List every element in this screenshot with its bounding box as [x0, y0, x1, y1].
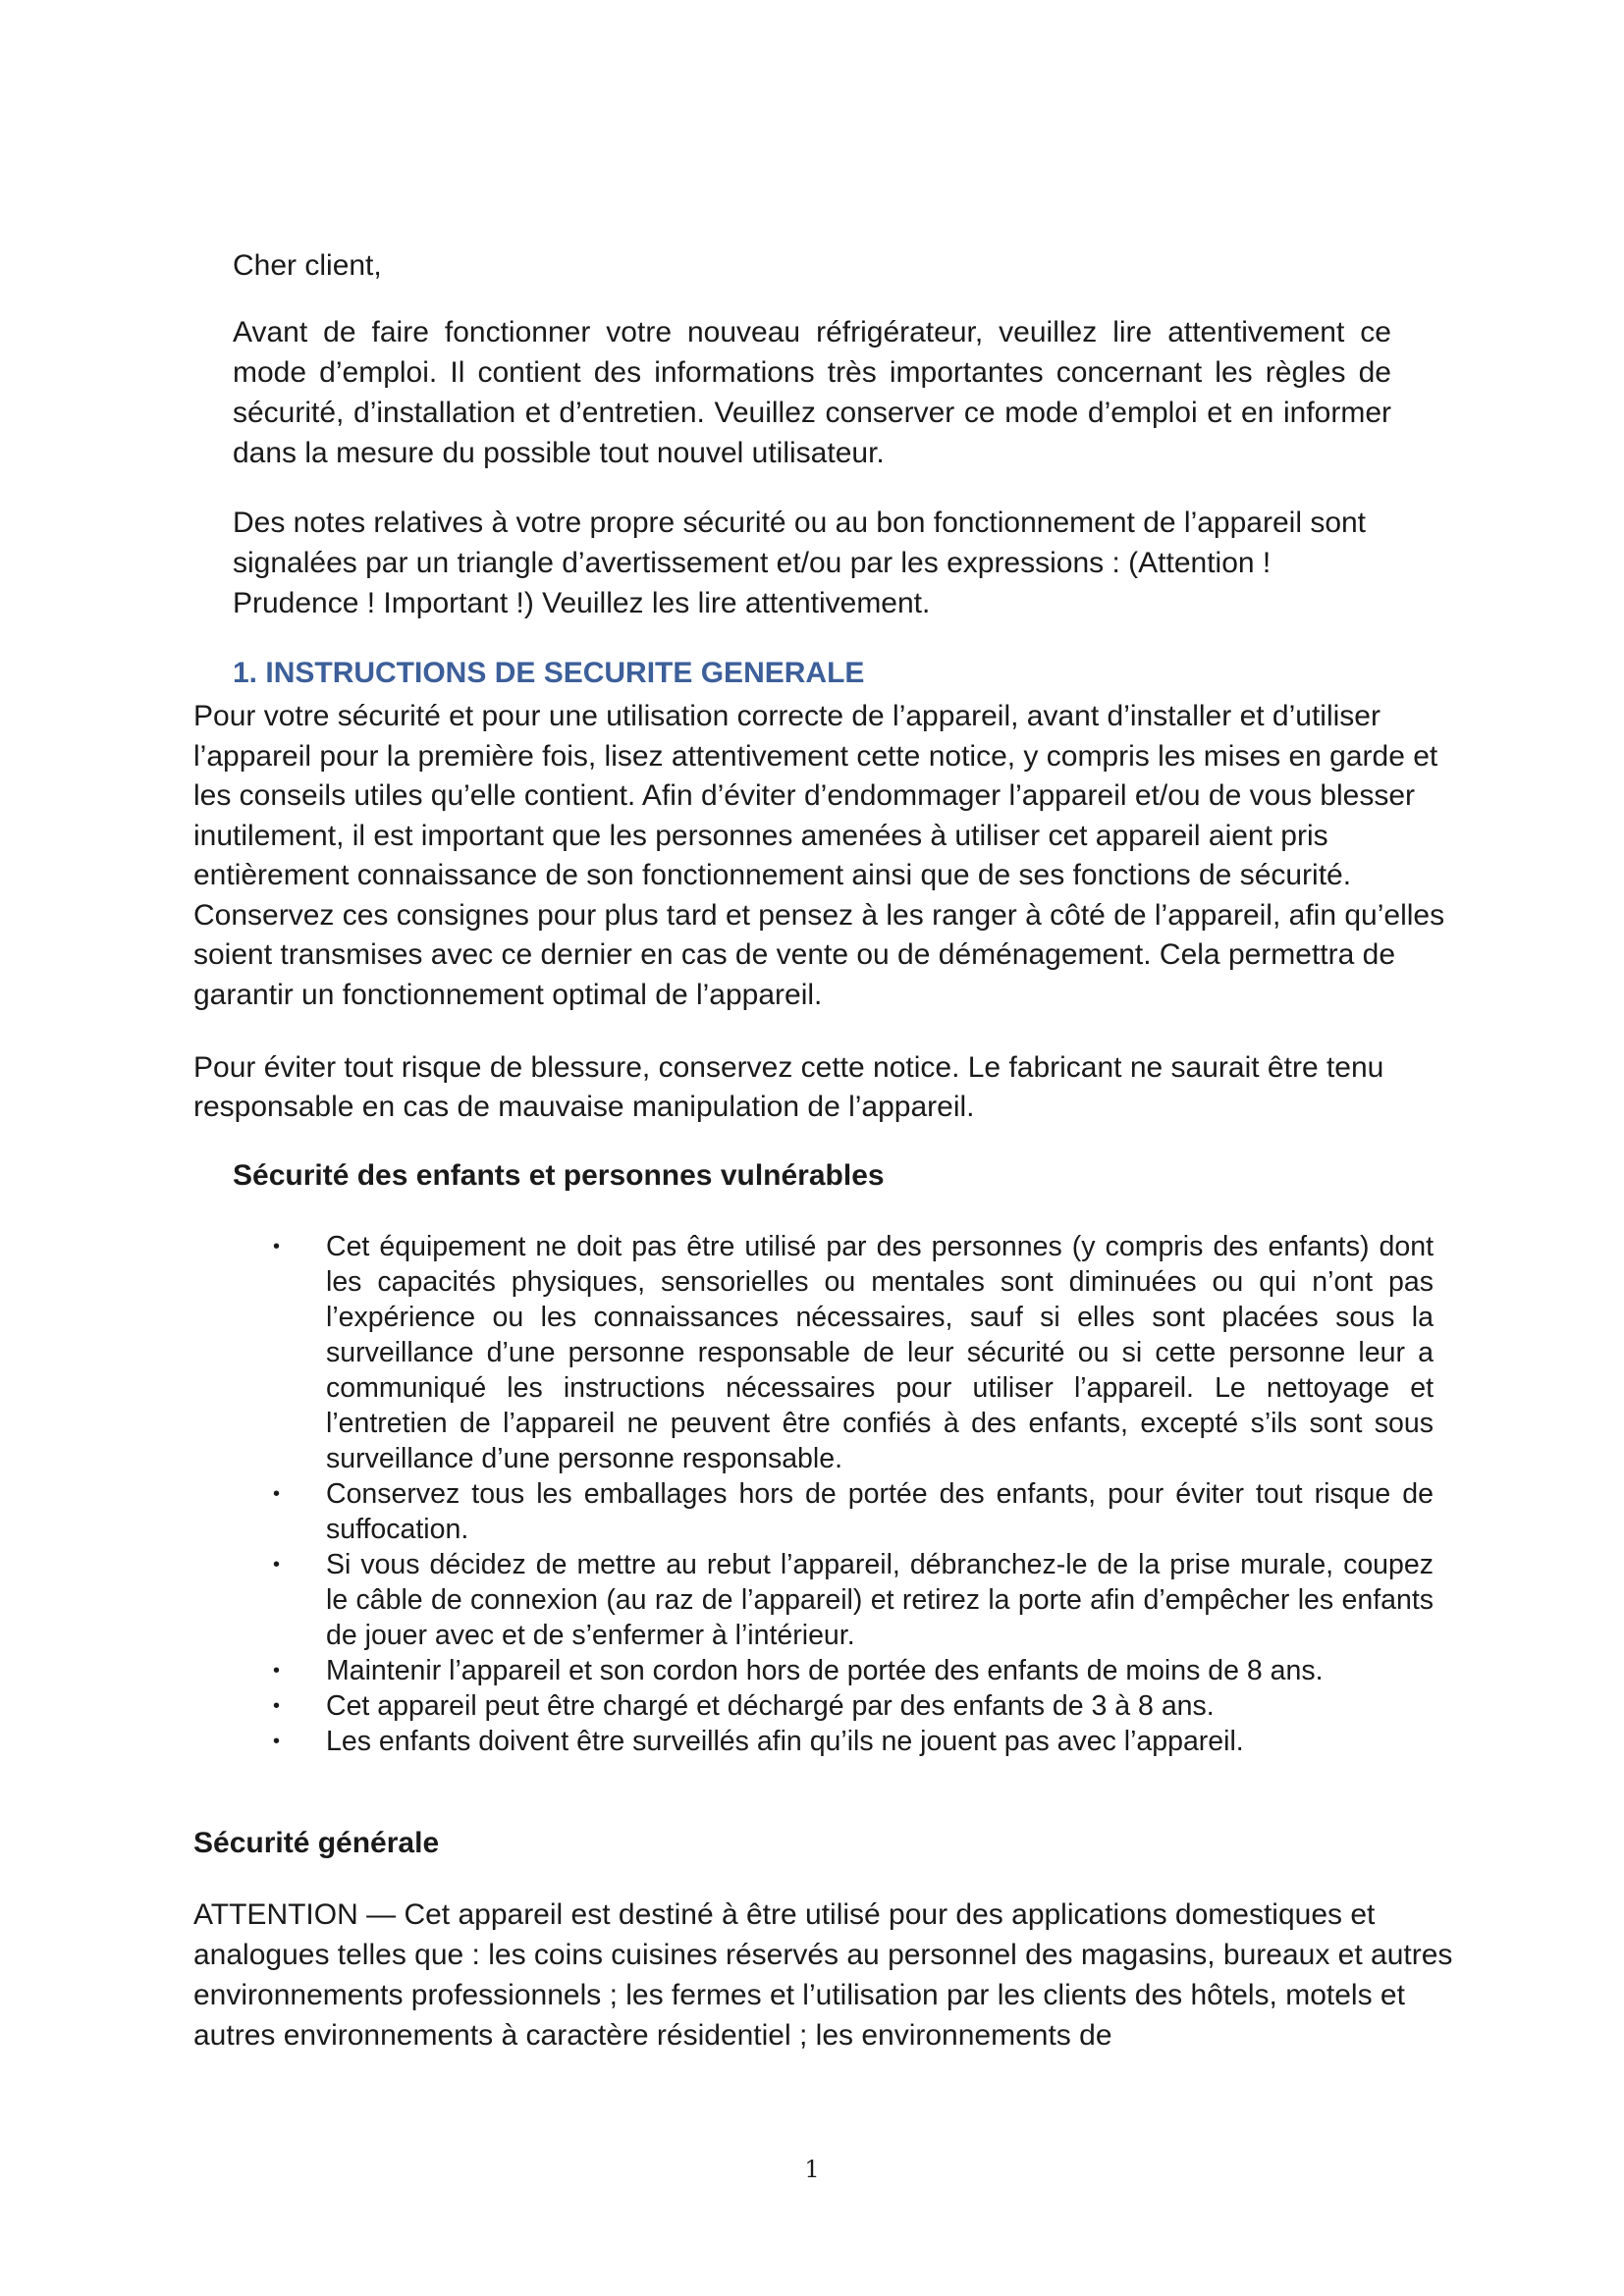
bullet-icon: •	[273, 1660, 281, 1682]
bullet-icon: •	[273, 1554, 281, 1575]
list-item	[270, 1476, 1434, 1547]
list-item	[270, 1547, 1434, 1653]
list-item-text: Cet équipement ne doit pas être utilisé par des personnes (y compris des enfants) dont les capacités physiques, sensorielles ou mentales sont diminuées ou qui n’ont pas l’expérience ou les connaissances nécessaires, sauf si elles sont placées sous la surveillance d’une personne responsable de leur sécurité ou si cette personne leur a communiqué les instructions nécessaires pour utiliser l’appareil. Le nettoyage et l’entretien de l’appareil ne peuvent être confiés à des enfants, excepté s’ils sont sous surveillance d’une personne responsable.	[326, 1231, 1434, 1474]
list-item-text: Cet appareil peut être chargé et déchargé par des enfants de 3 à 8 ans.	[326, 1690, 1215, 1722]
list-item-text: Si vous décidez de mettre au rebut l’appareil, débranchez-le de la prise murale, coupez le câble de connexion (au raz de l’appareil) et retirez la porte afin d’empêcher les enfants de jouer avec et de s’enfermer à l’intérieur.	[326, 1549, 1434, 1651]
child-safety-heading: Sécurité des enfants et personnes vulnérables	[233, 1159, 885, 1192]
section-paragraph-1: Pour votre sécurité et pour une utilisation correcte de l’appareil, avant d’installer et d’utiliser l’appareil pour la première fois, lisez attentivement cette notice, y compris les mises en garde et les conseils utiles qu’elle contient. Afin d’éviter d’endommager l’appareil et/ou de vous blesser inutilement, il est important que les personnes amenées à utiliser cet appareil aient pris entièrement connaissance de son fonctionnement ainsi que de ses fonctions de sécurité. Conservez ces consignes pour plus tard et pensez à les ranger à côté de l’appareil, afin qu’elles soient transmises avec ce dernier en cas de vente ou de déménagement. Cela permettra de garantir un fonctionnement optimal de l’appareil.	[193, 700, 1445, 1011]
child-safety-list	[270, 1229, 1434, 1759]
list-item	[270, 1688, 1434, 1724]
bullet-icon: •	[273, 1695, 281, 1717]
list-item-text: Les enfants doivent être surveillés afin qu’ils ne jouent pas avec l’appareil.	[326, 1726, 1244, 1757]
list-item-text: Maintenir l’appareil et son cordon hors de portée des enfants de moins de 8 ans.	[326, 1655, 1324, 1686]
list-item	[270, 1724, 1434, 1759]
page-number: 1	[804, 2156, 820, 2183]
bullet-icon: •	[273, 1236, 281, 1257]
intro-paragraph-1: Avant de faire fonctionner votre nouveau réfrigérateur, veuillez lire attentivement ce mode d’emploi. Il contient des informations très importantes concernant les règles de sécurité, d’installation et d’entretien. Veuillez conserver ce mode d’emploi et en informer dans la mesure du possible tout nouvel utilisateur.	[233, 316, 1391, 469]
general-safety-heading: Sécurité générale	[193, 1827, 440, 1859]
intro-paragraph-2: Des notes relatives à votre propre sécurité ou au bon fonctionnement de l’appareil sont signalées par un triangle d’avertissement et/ou par les expressions : (Attention ! Prudence ! Important !) Veuillez les lire attentivement.	[233, 507, 1367, 619]
bullet-icon: •	[273, 1483, 281, 1505]
list-item-text: Conservez tous les emballages hors de portée des enfants, pour éviter tout risque de suffocation.	[326, 1478, 1434, 1545]
bullet-icon: •	[273, 1731, 281, 1752]
section-paragraph-2: Pour éviter tout risque de blessure, conservez cette notice. Le fabricant ne saurait être tenu responsable en cas de mauvaise manipulation de l’appareil.	[193, 1051, 1384, 1123]
section-heading: 1. INSTRUCTIONS DE SECURITE GENERALE	[233, 657, 865, 689]
general-safety-paragraph: ATTENTION — Cet appareil est destiné à être utilisé pour des applications domestiques et analogues telles que : les coins cuisines réservés au personnel des magasins, bureaux et autres environnements professionnels ; les fermes et l’utilisation par les clients des hôtels, motels et autres environnements à caractère résidentiel ; les environnements de	[193, 1898, 1453, 2052]
greeting: Cher client,	[233, 249, 382, 282]
list-item	[270, 1653, 1434, 1688]
list-item	[270, 1229, 1434, 1476]
